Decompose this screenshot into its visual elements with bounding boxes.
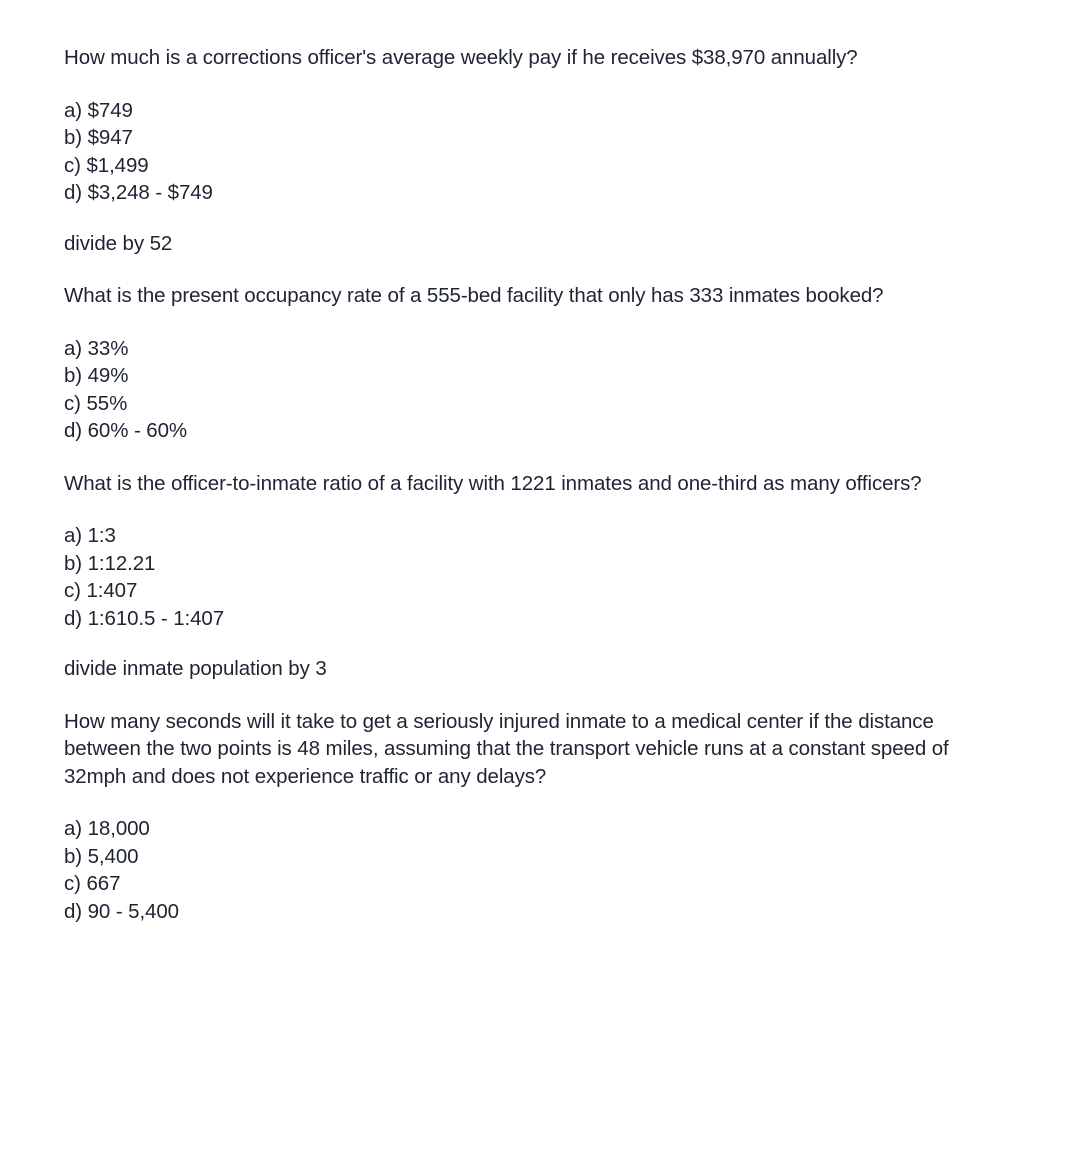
question-3-text: What is the officer-to-inmate ratio of a facility with 1221 inmates and one-third as many officers? bbox=[64, 471, 922, 495]
question-1-note: divide by 52 bbox=[64, 231, 173, 255]
question-1-option-a: a) $749 bbox=[64, 98, 133, 122]
question-1-option-c: c) $1,499 bbox=[64, 153, 149, 177]
question-2-options bbox=[64, 335, 1014, 445]
question-3-note: divide inmate population by 3 bbox=[64, 657, 327, 680]
question-3-option-b: b) 1:12.21 bbox=[64, 551, 156, 575]
question-4-option-b: b) 5,400 bbox=[64, 844, 139, 868]
question-2 bbox=[64, 282, 1014, 445]
question-4-option-d: d) 90 - 5,400 bbox=[64, 899, 179, 923]
question-2-option-d: d) 60% - 60% bbox=[64, 419, 188, 442]
question-3 bbox=[64, 470, 1014, 633]
question-3-option-c: c) 1:407 bbox=[64, 579, 138, 602]
question-3-option-a: a) 1:3 bbox=[64, 524, 116, 547]
question-4-text: How many seconds will it take to get a seriously injured inmate to a medical center if the distance between the two points is 48 miles, assuming that the transport vehicle runs at a constant speed of 32mph and does not experience traffic or any delays? bbox=[64, 709, 949, 788]
question-3-option-d: d) 1:610.5 - 1:407 bbox=[64, 606, 225, 630]
quiz-document bbox=[64, 44, 1014, 950]
question-1-option-d: d) $3,248 - $749 bbox=[64, 181, 213, 204]
question-4-option-c: c) 667 bbox=[64, 872, 121, 895]
question-3-options bbox=[64, 522, 1014, 632]
question-4 bbox=[64, 708, 1014, 926]
question-4-options bbox=[64, 815, 1014, 925]
question-1-text: How much is a corrections officer's average weekly pay if he receives $38,970 annually? bbox=[64, 46, 858, 69]
question-2-option-c: c) 55% bbox=[64, 391, 128, 415]
question-1-options bbox=[64, 97, 1014, 207]
question-2-option-a: a) 33% bbox=[64, 336, 129, 360]
question-1-option-b: b) $947 bbox=[64, 126, 133, 149]
question-2-option-b: b) 49% bbox=[64, 364, 129, 387]
question-1 bbox=[64, 44, 1014, 207]
question-4-option-a: a) 18,000 bbox=[64, 817, 150, 840]
question-2-text: What is the present occupancy rate of a 555-bed facility that only has 333 inmates booked? bbox=[64, 284, 884, 307]
